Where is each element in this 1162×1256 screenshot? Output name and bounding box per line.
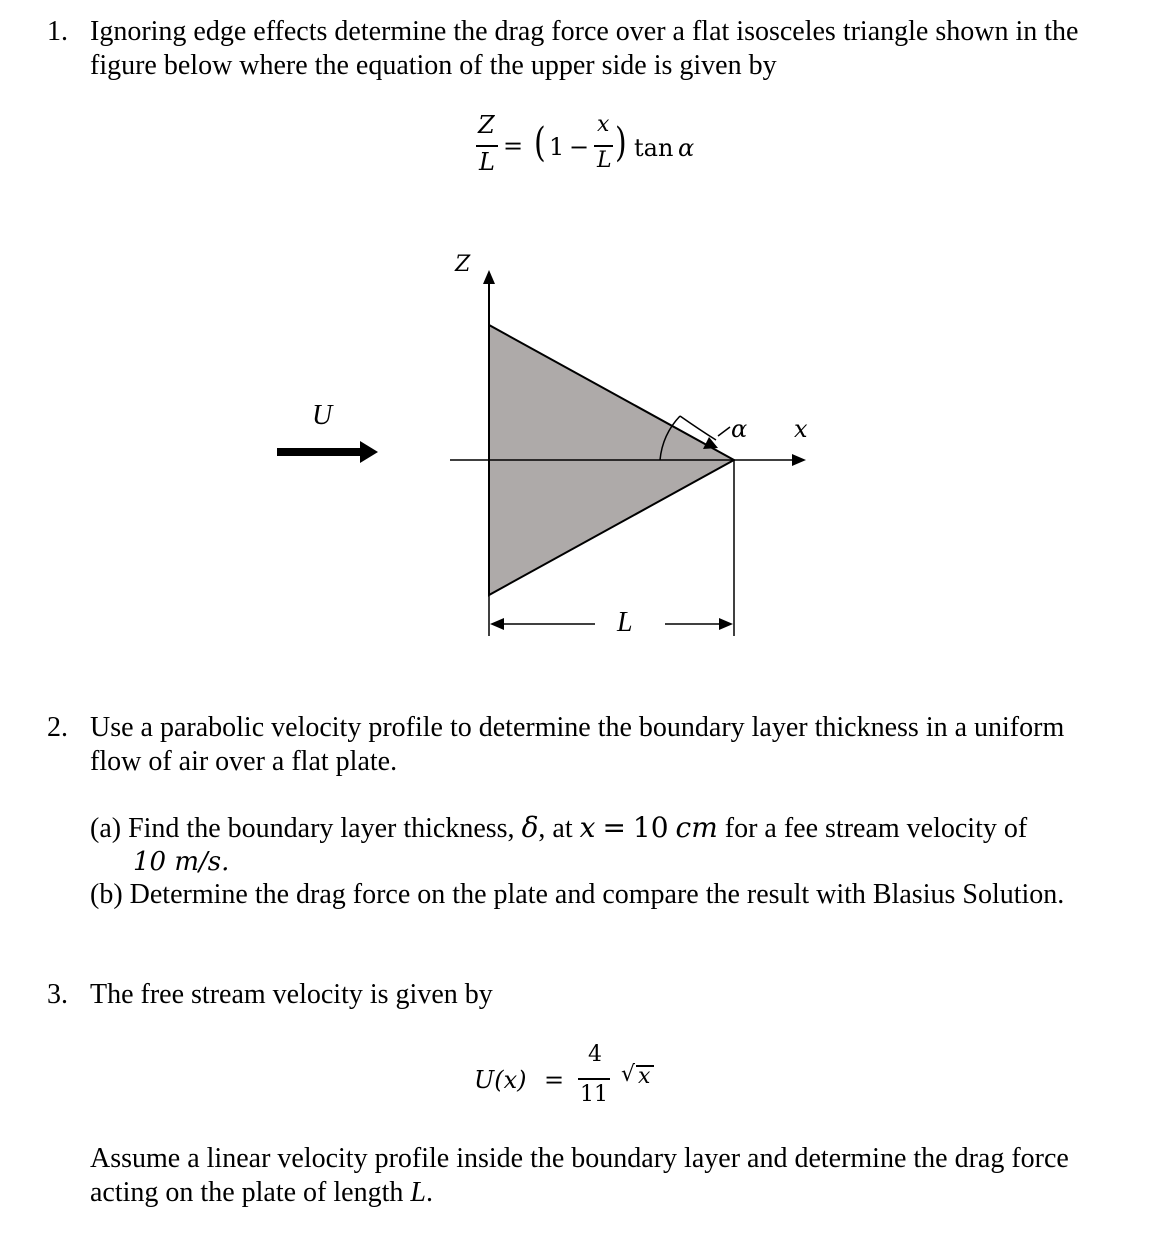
angle-leader — [718, 427, 730, 436]
z-axis-arrowhead — [483, 270, 495, 284]
q3-eq-equals: = — [544, 1066, 565, 1094]
q3-line-2: Assume a linear velocity profile inside the boundary layer and determine the drag force — [90, 1143, 1069, 1174]
q3-eq-fraction-bar — [578, 1078, 610, 1080]
eq-paren-close: ) — [614, 120, 627, 166]
z-axis-label: Z — [455, 252, 471, 277]
q3-line-1: The free stream velocity is given by — [90, 979, 493, 1010]
eq-tan: tan — [634, 134, 674, 162]
q3-eq-denominator: 11 — [580, 1082, 608, 1107]
q2a-equals: = — [602, 811, 626, 844]
q3-line-3-var: L — [410, 1177, 426, 1208]
dimension-arrow-right — [719, 618, 733, 630]
q3-eq-sqrt: √ — [621, 1062, 636, 1087]
q2-line-2: flow of air over a flat plate. — [90, 746, 398, 777]
q3-eq-numerator: 4 — [588, 1042, 602, 1067]
q1-line-2: figure below where the equation of the upper side is given by — [90, 50, 777, 81]
angle-arrowhead — [703, 437, 718, 449]
x-axis-arrowhead — [792, 454, 806, 466]
q2-line-1: Use a parabolic velocity profile to determine the boundary layer thickness in a uniform — [90, 712, 1065, 743]
q2a-unit: cm — [675, 811, 718, 844]
q3-line-3-text: acting on the plate of length — [90, 1177, 404, 1208]
eq-paren-open: ( — [533, 120, 546, 166]
flow-arrow-shaft — [277, 448, 363, 456]
dimension-arrow-left — [490, 618, 504, 630]
q2a-value: 10 — [632, 811, 669, 844]
flow-arrow-head — [360, 441, 378, 463]
eq-one: 1 — [549, 133, 565, 161]
q2a-text-mid: , at — [538, 813, 573, 844]
q2a-text-pre: Find the boundary layer thickness, — [128, 813, 515, 844]
q2b-text: Determine the drag force on the plate and compare the result with Blasius Solution. — [129, 879, 1065, 910]
q3-eq-lhs: U(x) — [474, 1066, 527, 1094]
q3-eq-sqrt-arg: x — [638, 1064, 651, 1089]
alpha-label: α — [731, 415, 748, 443]
q2-part-b — [90, 878, 1064, 912]
eq-x-denominator: L — [597, 148, 612, 173]
eq-lhs-numerator: Z — [478, 111, 495, 139]
eq-lhs-denominator: L — [479, 148, 495, 176]
q3-number: 3. — [47, 979, 68, 1010]
q2-part-a — [90, 811, 1027, 846]
eq-minus: − — [569, 133, 590, 161]
q2a-delta: δ — [521, 811, 539, 844]
flow-velocity-label: U — [312, 400, 333, 431]
eq-x-numerator: x — [597, 112, 610, 137]
q2a-line-2: 10 m/s. — [133, 847, 230, 877]
x-axis-label: x — [794, 415, 808, 443]
q2b-label: (b) — [90, 879, 123, 910]
length-label: L — [617, 607, 633, 638]
q3-line-3-end: . — [425, 1177, 433, 1208]
q2-number: 2. — [47, 712, 68, 743]
q2a-text-post: for a fee stream velocity of — [724, 813, 1028, 844]
eq-alpha: α — [678, 134, 695, 162]
eq-equals: = — [503, 132, 524, 160]
q1-number: 1. — [47, 16, 68, 47]
q2a-x: x — [579, 811, 596, 844]
q3-line-3 — [90, 1176, 433, 1210]
q1-line-1: Ignoring edge effects determine the drag force over a flat isosceles triangle shown in the — [90, 16, 1079, 47]
q2a-label: (a) — [90, 813, 122, 844]
